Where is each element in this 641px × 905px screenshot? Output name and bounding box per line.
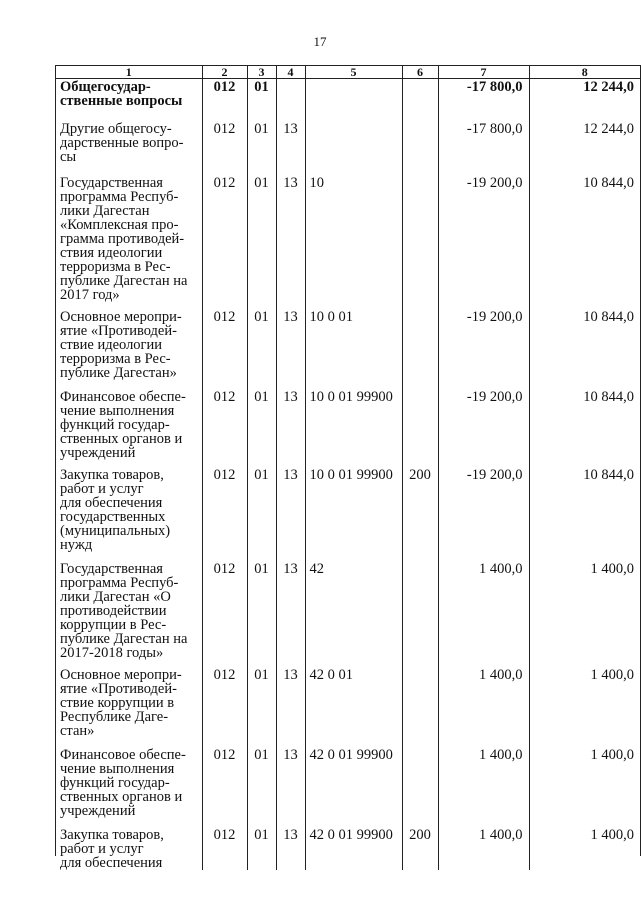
section-code: 01: [247, 561, 276, 667]
amount-total: 12 244,0: [529, 121, 640, 175]
amount-change: -19 200,0: [438, 309, 529, 389]
ministry-code: 012: [202, 561, 247, 667]
column-header: 1: [56, 66, 202, 79]
target-article-code: 42: [305, 561, 402, 667]
budget-item-name: Основное меропри- ятие «Противодей- ствие коррупции в Республике Даге- стан»: [60, 666, 182, 739]
target-article-code: 42 0 01 99900: [305, 747, 402, 827]
expense-type-code: [402, 747, 438, 827]
budget-item-name: Другие общегосу- дарственные вопро- сы: [60, 120, 184, 165]
table-row: [56, 309, 640, 389]
table-row: [56, 827, 640, 870]
target-article-code: 10: [305, 175, 402, 309]
expense-type-code: [402, 309, 438, 389]
amount-change: -19 200,0: [438, 389, 529, 467]
subsection-code: 13: [276, 467, 305, 561]
subsection-code: 13: [276, 747, 305, 827]
amount-change: -17 800,0: [438, 79, 529, 121]
budget-item-name: Государственная программа Респуб- лики Дагестан «О противодействии коррупции в Рес- публике Дагестан на 2017-2018 годы»: [60, 560, 188, 661]
target-article-code: 10 0 01: [305, 309, 402, 389]
column-header: 2: [202, 66, 247, 79]
section-code: 01: [247, 79, 276, 121]
budget-item-name: Финансовое обеспе- чение выполнения функций государ- ственных органов и учреждений: [60, 388, 186, 461]
table-row: [56, 747, 640, 827]
table-row: [56, 121, 640, 175]
table-row: [56, 667, 640, 747]
section-code: 01: [247, 667, 276, 747]
target-article-code: 42 0 01 99900: [305, 827, 402, 870]
ministry-code: 012: [202, 467, 247, 561]
amount-change: 1 400,0: [438, 667, 529, 747]
column-header: 5: [305, 66, 402, 79]
section-code: 01: [247, 309, 276, 389]
subsection-code: 13: [276, 389, 305, 467]
amount-total: 1 400,0: [529, 827, 640, 870]
ministry-code: 012: [202, 747, 247, 827]
column-header-row: [56, 66, 640, 79]
column-header: 6: [402, 66, 438, 79]
column-header: 8: [529, 66, 640, 79]
amount-change: 1 400,0: [438, 827, 529, 870]
table-row: [56, 561, 640, 667]
ministry-code: 012: [202, 121, 247, 175]
ministry-code: 012: [202, 667, 247, 747]
expense-type-code: 200: [402, 827, 438, 870]
amount-change: -19 200,0: [438, 467, 529, 561]
subsection-code: 13: [276, 667, 305, 747]
amount-change: 1 400,0: [438, 747, 529, 827]
target-article-code: [305, 121, 402, 175]
ministry-code: 012: [202, 309, 247, 389]
budget-table-container: [55, 65, 641, 871]
section-code: 01: [247, 389, 276, 467]
expense-type-code: [402, 389, 438, 467]
table-row: [56, 389, 640, 467]
section-code: 01: [247, 747, 276, 827]
subsection-code: 13: [276, 827, 305, 870]
amount-total: 1 400,0: [529, 667, 640, 747]
amount-total: 1 400,0: [529, 747, 640, 827]
budget-item-name: Общегосудар- ственные вопросы: [60, 79, 183, 109]
amount-total: 10 844,0: [529, 309, 640, 389]
subsection-code: 13: [276, 175, 305, 309]
ministry-code: 012: [202, 175, 247, 309]
budget-item-name: Основное меропри- ятие «Противодей- ствие идеологии терроризма в Рес- публике Дагестан»: [60, 308, 182, 381]
table-row: [56, 175, 640, 309]
amount-total: 12 244,0: [529, 79, 640, 121]
section-code: 01: [247, 175, 276, 309]
section-code: 01: [247, 121, 276, 175]
budget-item-name: Финансовое обеспе- чение выполнения функций государ- ственных органов и учреждений: [60, 746, 186, 819]
subsection-code: 13: [276, 309, 305, 389]
target-article-code: [305, 79, 402, 121]
target-article-code: 42 0 01: [305, 667, 402, 747]
subsection-code: 13: [276, 561, 305, 667]
column-header: 4: [276, 66, 305, 79]
table-row: [56, 467, 640, 561]
ministry-code: 012: [202, 79, 247, 121]
column-header: 7: [438, 66, 529, 79]
amount-change: -19 200,0: [438, 175, 529, 309]
subsection-code: [276, 79, 305, 121]
section-code: 01: [247, 827, 276, 870]
expense-type-code: [402, 79, 438, 121]
expense-type-code: [402, 175, 438, 309]
target-article-code: 10 0 01 99900: [305, 467, 402, 561]
target-article-code: 10 0 01 99900: [305, 389, 402, 467]
amount-total: 1 400,0: [529, 561, 640, 667]
budget-table: [56, 66, 640, 870]
budget-item-name: Государственная программа Респуб- лики Дагестан «Комплексная про- грамма противодей- ствия идеологии терроризма в Рес- публике Дагестан на 2017 год»: [60, 174, 188, 303]
amount-total: 10 844,0: [529, 389, 640, 467]
column-header: 3: [247, 66, 276, 79]
amount-change: -17 800,0: [438, 121, 529, 175]
subsection-code: 13: [276, 121, 305, 175]
ministry-code: 012: [202, 389, 247, 467]
section-code: 01: [247, 467, 276, 561]
expense-type-code: [402, 667, 438, 747]
amount-total: 10 844,0: [529, 467, 640, 561]
amount-change: 1 400,0: [438, 561, 529, 667]
expense-type-code: [402, 561, 438, 667]
budget-item-name: Закупка товаров, работ и услуг для обеспечения государственных (муниципальных) нужд: [60, 466, 171, 553]
amount-total: 10 844,0: [529, 175, 640, 309]
ministry-code: 012: [202, 827, 247, 870]
table-row: [56, 79, 640, 121]
expense-type-code: 200: [402, 467, 438, 561]
budget-item-name: Закупка товаров, работ и услуг для обеспечения: [60, 826, 164, 871]
page-number: 17: [313, 34, 327, 49]
expense-type-code: [402, 121, 438, 175]
